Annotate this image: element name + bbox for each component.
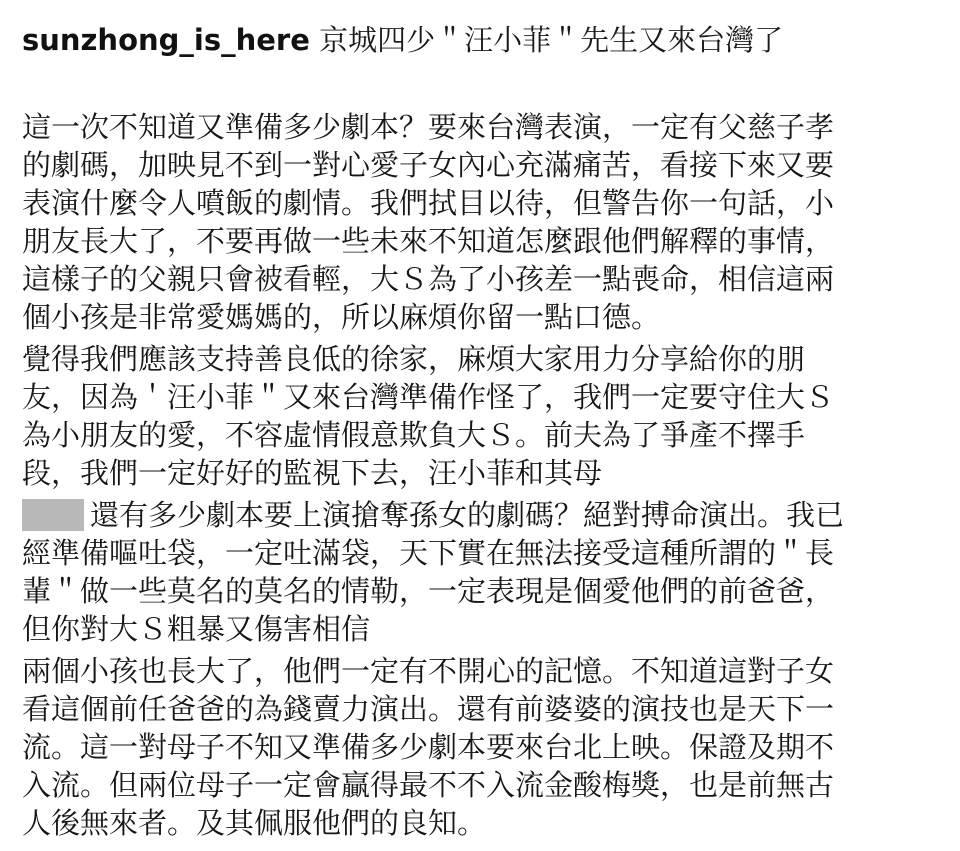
caption-line: 兩個小孩也長大了，他們一定有不開心的記憶。不知道這對子女	[22, 654, 835, 688]
caption-line: 的劇碼，加映見不到一對心愛子女內心充滿痛苦，看接下來又要	[22, 148, 835, 182]
caption-header	[22, 16, 942, 64]
caption-line: 入流。但兩位母子一定會贏得最不不入流金酸梅獎，也是前無古	[22, 768, 835, 802]
caption-headline: 京城四少＂汪小菲＂先生又來台灣了	[309, 23, 784, 57]
caption-line: 輩＂做一些莫名的莫名的情勒，一定表現是個愛他們的前爸爸，	[22, 574, 835, 608]
caption-paragraph	[22, 340, 940, 492]
caption-line: 表演什麼令人噴飯的劇情。我們拭目以待，但警告你一句話，小	[22, 186, 835, 220]
caption-line: 看這個前任爸爸的為錢賣力演出。還有前婆婆的演技也是天下一	[22, 692, 835, 726]
caption-line: 這樣子的父親只會被看輕，大Ｓ為了小孩差一點喪命，相信這兩	[22, 262, 835, 296]
caption-line-text: 還有多少劇本要上演搶奪孫女的劇碼？絕對搏命演出。我已	[90, 498, 845, 532]
caption-paragraph	[22, 108, 940, 336]
caption-line: 友，因為＇汪小菲＂又來台灣準備作怪了，我們一定要守住大Ｓ	[22, 380, 835, 414]
caption-line: 為小朋友的愛，不容虛情假意欺負大Ｓ。前夫為了爭產不擇手	[22, 418, 806, 452]
caption-body	[22, 108, 940, 846]
caption-line: 經準備嘔吐袋，一定吐滿袋，天下實在無法接受這種所謂的＂長	[22, 536, 835, 570]
caption-paragraph	[22, 652, 940, 842]
caption-line: 這一次不知道又準備多少劇本？要來台灣表演，一定有父慈子孝	[22, 110, 835, 144]
caption-line: 個小孩是非常愛媽媽的，所以麻煩你留一點口德。	[22, 300, 661, 334]
caption-line: 人後無來者。及其佩服他們的良知。	[22, 806, 487, 840]
caption-line: 但你對大Ｓ粗暴又傷害相信	[22, 612, 371, 646]
caption-line	[22, 496, 940, 534]
caption-line: 覺得我們應該支持善良低的徐家，麻煩大家用力分享給你的朋	[22, 342, 806, 376]
caption-line: 流。這一對母子不知又準備多少劇本要來台北上映。保證及期不	[22, 730, 835, 764]
caption-paragraph	[22, 496, 940, 648]
caption-line: 朋友長大了，不要再做一些未來不知道怎麼跟他們解釋的事情，	[22, 224, 835, 258]
username-link[interactable]: sunzhong_is_here	[22, 23, 310, 57]
caption-line: 段，我們一定好好的監視下去，汪小菲和其母	[22, 456, 603, 490]
redacted-block	[22, 499, 84, 531]
